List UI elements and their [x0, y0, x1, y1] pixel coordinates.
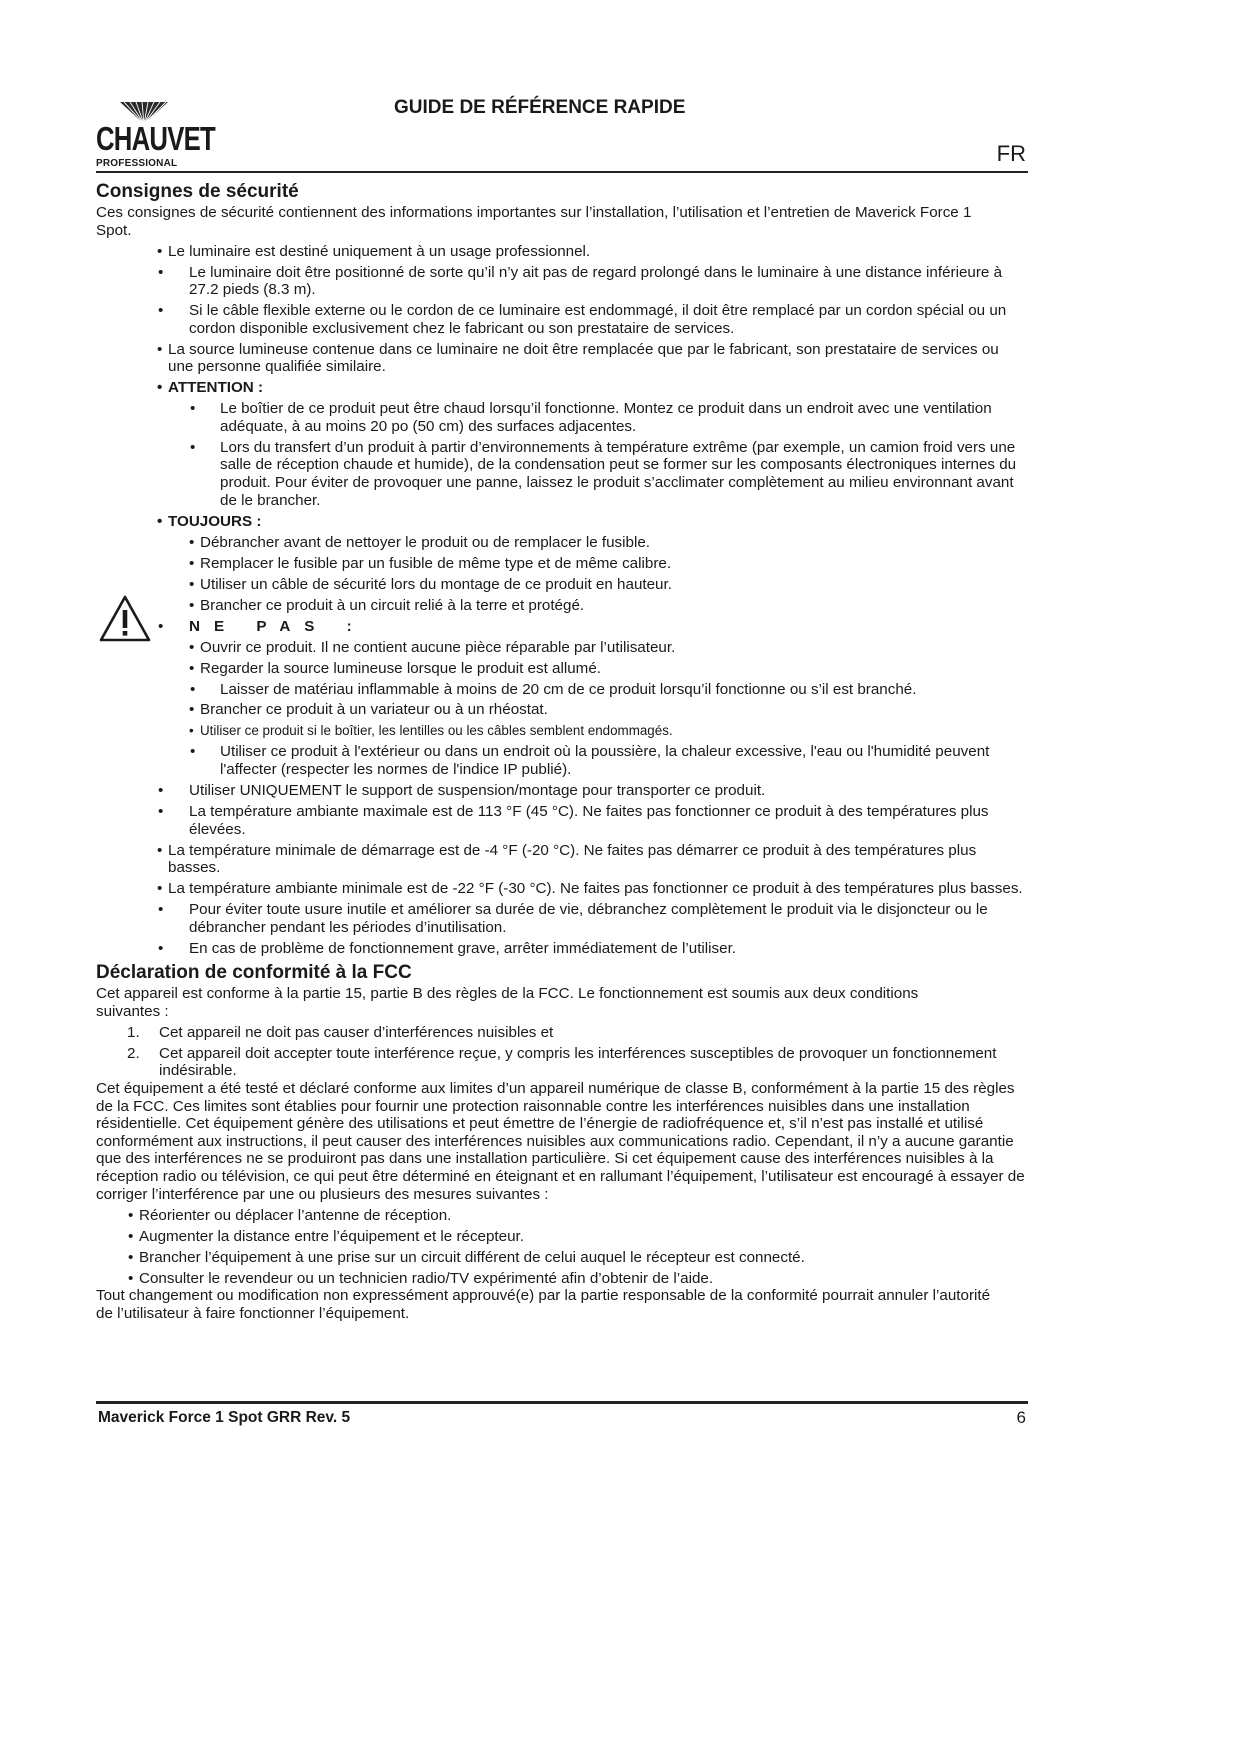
list-item: • Le luminaire doit être positionné de sorte qu’il n’y ait pas de regard prolongé dans le luminaire à une distance inférieure à 27.2 pieds (8.3 m). — [158, 263, 1003, 299]
list-item: • Utiliser UNIQUEMENT le support de suspension/montage pour transporter ce produit. — [158, 782, 766, 800]
list-item: • Remplacer le fusible par un fusible de même type et de même calibre. — [189, 554, 672, 572]
safety-heading: Consignes de sécurité — [96, 181, 299, 202]
list-item: • La température ambiante minimale est de -22 °F (-30 °C). Ne faites pas fonctionner ce produit à des températures plus basses. — [157, 880, 1023, 898]
page-content — [96, 180, 1028, 1322]
toujours-label: • TOUJOURS : — [157, 512, 262, 530]
attention-label: • ATTENTION : — [157, 379, 264, 397]
list-item: 1. Cet appareil ne doit pas causer d’interférences nuisibles et — [127, 1023, 554, 1041]
list-item: • Réorienter ou déplacer l’antenne de réception. — [128, 1206, 452, 1224]
fcc-body: Cet équipement a été testé et déclaré conforme aux limites d’un appareil numérique de classe B, conformément à la partie 15 des règles de la FCC. Ces limites sont établies pour fournir une protection raisonnable contre les interférences nuisibles dans une installation résidentielle. Cet équipement génère des utilisations et peut émettre de l’énergie de radiofréquence et, s’il n’est pas installé et utilisé conformément aux instructions, il peut causer des interférences nuisibles aux communications radio. Cependant, il n’y a aucune garantie que des interférences ne se produiront pas dans une installation particulière. Si cet équipement cause des interférences nuisibles à la réception radio ou télévision, ce qui peut être déterminé en éteignant et en rallumant l’équipement, l’utilisateur est encouragé à essayer de corriger l’interférence par une ou plusieurs des mesures suivantes : — [96, 1080, 1025, 1203]
list-item: • Si le câble flexible externe ou le cordon de ce luminaire est endommagé, il doit être remplacé par un cordon spécial ou un cordon disponible exclusivement chez le fabricant ou son prestataire de services. — [158, 302, 1007, 337]
nepas-label: • NE PAS : — [158, 617, 366, 635]
list-item: • Brancher ce produit à un circuit relié à la terre et protégé. — [189, 596, 585, 614]
logo-wordmark: CHAUVET — [96, 120, 215, 157]
fcc-closing: Tout changement ou modification non expressément approuvé(e) par la partie responsable de la conformité pourrait annuler l’autorité de l’utilisateur à faire fonctionner l’équipement. — [96, 1287, 991, 1322]
list-item: • Débrancher avant de nettoyer le produit ou de remplacer le fusible. — [189, 533, 650, 551]
list-item: • La température minimale de démarrage est de -4 °F (-20 °C). Ne faites pas démarrer ce produit à des températures plus basses. — [157, 841, 977, 877]
fcc-intro: Cet appareil est conforme à la partie 15, partie B des règles de la FCC. Le fonctionnement est soumis aux deux conditions suivantes : — [96, 985, 919, 1020]
list-item: 2. Cet appareil doit accepter toute interférence reçue, y compris les interférences susceptibles de provoquer un fonctionnement indésirable. — [127, 1044, 997, 1080]
list-item: • Brancher l’équipement à une prise sur un circuit différent de celui auquel le récepteur est connecté. — [128, 1248, 805, 1266]
list-item: • Utiliser ce produit si le boîtier, les lentilles ou les câbles semblent endommagés. — [189, 723, 673, 739]
list-item: • La température ambiante maximale est de 113 °F (45 °C). Ne faites pas fonctionner ce produit à des températures plus élevées. — [158, 803, 989, 838]
list-item: • Le boîtier de ce produit peut être chaud lorsqu’il fonctionne. Montez ce produit dans un endroit avec une ventilation adéquate, à au moins 20 po (50 cm) des surfaces adjacentes. — [190, 400, 992, 435]
list-item: • Pour éviter toute usure inutile et améliorer sa durée de vie, débranchez complètement le produit via le disjoncteur ou le débrancher pendant les périodes d’inutilisation. — [158, 901, 988, 936]
list-item: • Le luminaire est destiné uniquement à un usage professionnel. — [157, 242, 591, 260]
logo-subtitle: PROFESSIONAL — [96, 158, 178, 169]
chauvet-logo — [96, 100, 215, 172]
list-item: • Utiliser un câble de sécurité lors du montage de ce produit en hauteur. — [189, 575, 672, 593]
list-item: • Brancher ce produit à un variateur ou à un rhéostat. — [189, 701, 548, 719]
document-title: GUIDE DE RÉFÉRENCE RAPIDE — [394, 97, 686, 118]
list-item: • Consulter le revendeur ou un technicien radio/TV expérimenté afin d’obtenir de l’aide. — [128, 1269, 714, 1287]
safety-intro: Ces consignes de sécurité contiennent des informations importantes sur l’installation, l’utilisation et l’entretien de Maverick Force 1 Spot. — [96, 204, 972, 239]
list-item: • Laisser de matériau inflammable à moins de 20 cm de ce produit lorsqu’il fonctionne ou s’il est branché. — [190, 680, 917, 698]
list-item: • En cas de problème de fonctionnement grave, arrêter immédiatement de l’utiliser. — [158, 939, 737, 957]
list-item: • Ouvrir ce produit. Il ne contient aucune pièce réparable par l’utilisateur. — [189, 638, 676, 656]
list-item: • Lors du transfert d’un produit à partir d’environnements à température extrême (par exemple, un camion froid vers une salle de réception chaude et humide), de la condensation peut se former sur les composants électroniques internes du produit. Pour éviter de provoquer une panne, laissez le produit s’acclimater complètement au milieu environnant avant de le brancher. — [190, 438, 1017, 509]
fcc-heading: Déclaration de conformité à la FCC — [96, 962, 412, 984]
footer-divider — [96, 1401, 1028, 1404]
list-item: • Augmenter la distance entre l’équipement et le récepteur. — [128, 1227, 524, 1245]
footer-document-name: Maverick Force 1 Spot GRR Rev. 5 — [98, 1409, 351, 1426]
list-item: • Regarder la source lumineuse lorsque le produit est allumé. — [189, 659, 601, 677]
page-number: 6 — [1016, 1408, 1026, 1427]
header-divider — [96, 171, 1028, 173]
list-item: • La source lumineuse contenue dans ce luminaire ne doit être remplacée que par le fabricant, son prestataire de services ou une personne qualifiée similaire. — [157, 340, 999, 376]
list-item: • Utiliser ce produit à l'extérieur ou dans un endroit où la poussière, la chaleur excessive, l'eau ou l'humidité peuvent l'affecter (respecter les normes de l'indice IP publié). — [190, 743, 990, 779]
language-code: FR — [996, 141, 1026, 166]
